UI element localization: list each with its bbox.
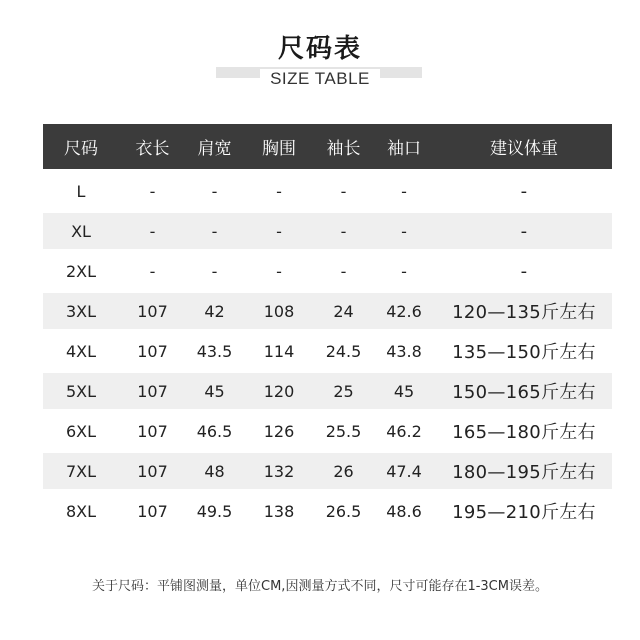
cell-weight: 135—150斤左右	[452, 342, 596, 363]
header-chest: 胸围	[262, 139, 296, 159]
cell-size: XL	[71, 221, 91, 241]
cell-sleeve-length: 24	[333, 301, 354, 321]
cell-size: L	[76, 181, 86, 201]
cell-sleeve-length: 25.5	[325, 421, 362, 441]
cell-shoulder: 43.5	[196, 341, 233, 361]
cell-weight: -	[520, 260, 528, 282]
cell-shoulder: 45	[204, 381, 225, 401]
cell-size: 5XL	[65, 381, 97, 401]
cell-chest: 114	[263, 341, 295, 361]
cell-cuff: 46.2	[386, 421, 422, 441]
table-row	[43, 413, 612, 449]
cell-length: 107	[137, 301, 168, 321]
cell-chest: -	[276, 181, 282, 201]
page-title: 尺码表	[277, 34, 362, 64]
table-row	[43, 213, 612, 249]
cell-length: -	[149, 261, 156, 281]
cell-length: -	[149, 181, 156, 201]
cell-cuff: -	[401, 261, 407, 281]
cell-cuff: 43.8	[386, 341, 422, 361]
table-header	[43, 124, 612, 169]
table-row	[43, 293, 612, 329]
table-row	[43, 453, 612, 489]
header-size: 尺码	[64, 139, 98, 159]
cell-weight: -	[520, 180, 528, 202]
cell-chest: -	[276, 221, 282, 241]
cell-chest: 120	[263, 381, 295, 401]
size-table	[43, 124, 612, 529]
cell-length: 107	[137, 461, 168, 481]
cell-shoulder: 48	[204, 461, 225, 481]
cell-shoulder: -	[211, 221, 218, 241]
cell-size: 2XL	[65, 261, 97, 281]
cell-shoulder: 42	[204, 301, 225, 321]
cell-shoulder: -	[211, 261, 218, 281]
cell-chest: 108	[263, 301, 295, 321]
header-cuff: 袖口	[387, 139, 421, 159]
cell-sleeve-length: 24.5	[325, 341, 362, 361]
cell-shoulder: -	[211, 181, 218, 201]
cell-size: 3XL	[65, 301, 97, 321]
cell-weight: 120—135斤左右	[452, 302, 596, 323]
table-row	[43, 373, 612, 409]
header-weight: 建议体重	[490, 139, 558, 159]
cell-weight: 165—180斤左右	[452, 422, 596, 443]
cell-size: 4XL	[65, 341, 97, 361]
cell-chest: 132	[263, 461, 295, 481]
cell-sleeve-length: -	[340, 221, 347, 241]
cell-length: 107	[137, 341, 168, 361]
cell-cuff: -	[401, 221, 407, 241]
table-row	[43, 493, 612, 529]
cell-cuff: 42.6	[386, 301, 422, 321]
subtitle-text: SIZE TABLE	[260, 69, 380, 88]
cell-size: 6XL	[65, 421, 97, 441]
cell-sleeve-length: -	[340, 181, 347, 201]
cell-length: -	[149, 221, 156, 241]
cell-chest: 138	[263, 501, 295, 521]
cell-shoulder: 49.5	[196, 501, 233, 521]
cell-length: 107	[137, 381, 168, 401]
table-row	[43, 333, 612, 369]
cell-length: 107	[137, 421, 168, 441]
header-length: 衣长	[135, 139, 170, 159]
cell-chest: -	[276, 261, 282, 281]
cell-sleeve-length: 26	[333, 461, 354, 481]
header-sleeve-length: 袖长	[326, 139, 361, 159]
cell-chest: 126	[263, 421, 295, 441]
cell-length: 107	[137, 501, 168, 521]
cell-sleeve-length: -	[340, 261, 347, 281]
cell-weight: 150—165斤左右	[452, 382, 596, 403]
cell-shoulder: 46.5	[196, 421, 233, 441]
cell-weight: 180—195斤左右	[452, 462, 596, 483]
header-shoulder: 肩宽	[197, 139, 232, 159]
page-subtitle	[0, 69, 640, 89]
cell-weight: -	[520, 220, 528, 242]
cell-size: 7XL	[65, 461, 97, 481]
cell-cuff: 45	[393, 381, 415, 401]
cell-cuff: 48.6	[386, 501, 422, 521]
measurement-note: 关于尺码：平铺图测量，单位CM,因测量方式不同，尺寸可能存在1-3CM误差。	[92, 579, 548, 594]
cell-cuff: 47.4	[386, 461, 422, 481]
cell-size: 8XL	[65, 501, 97, 521]
cell-weight: 195—210斤左右	[452, 502, 596, 523]
cell-sleeve-length: 26.5	[325, 501, 362, 521]
cell-cuff: -	[401, 181, 407, 201]
table-row	[43, 173, 612, 209]
cell-sleeve-length: 25	[333, 381, 354, 401]
table-row	[43, 253, 612, 289]
